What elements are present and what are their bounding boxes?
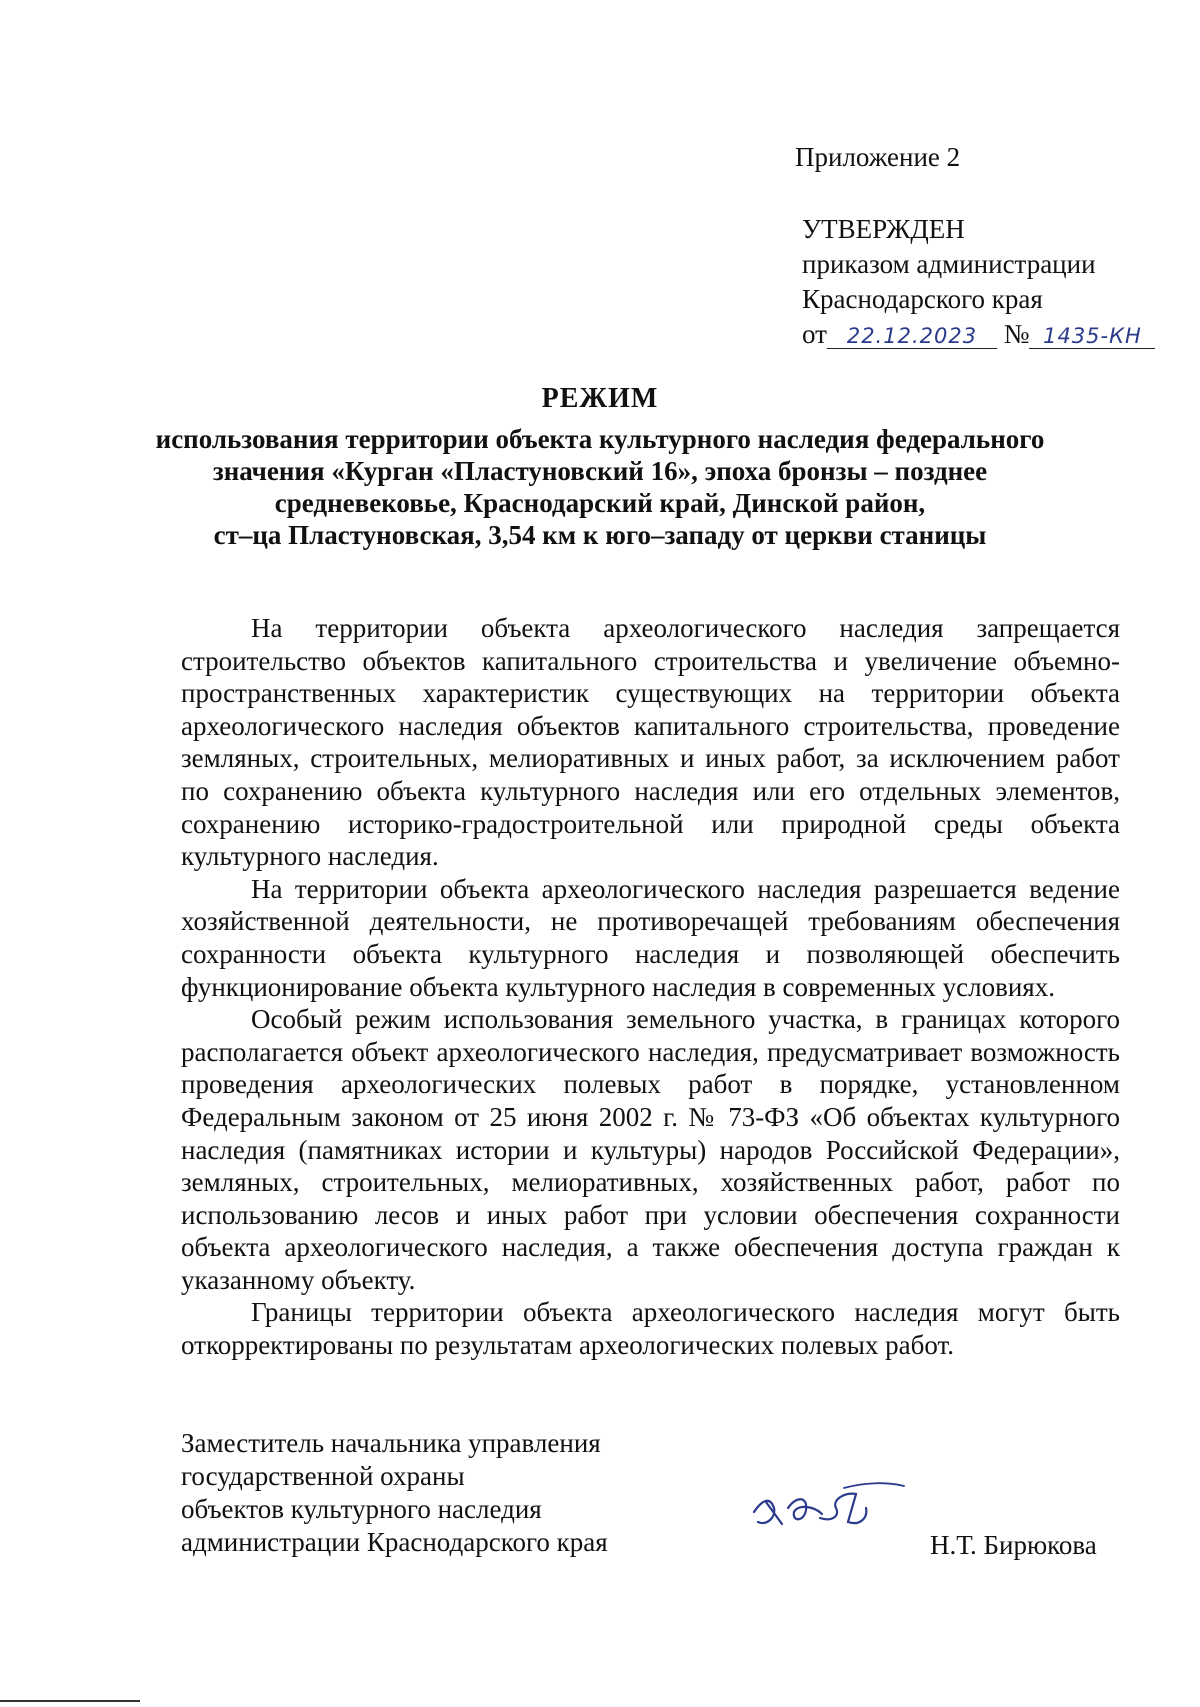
title-line-4: ст–ца Пластуновская, 3,54 км к юго–западу от церкви станицы: [213, 520, 987, 550]
approval-date-line: [802, 317, 1155, 352]
signer-name: Н.Т. Бирюкова: [930, 1530, 1097, 1560]
title-line-3: средневековье, Краснодарский край, Динской район,: [274, 488, 926, 518]
document-body: [181, 612, 1120, 1362]
handwritten-signature: [748, 1478, 908, 1538]
signer-position-line-1: Заместитель начальника управления: [181, 1428, 601, 1458]
signer-position-line-3: объектов культурного наследия: [181, 1494, 542, 1524]
title-line-2: значения «Курган «Пластуновский 16», эпоха бронзы – позднее: [212, 456, 988, 486]
appendix-label: Приложение 2: [795, 142, 961, 172]
approval-line-2: Краснодарского края: [802, 284, 1043, 314]
approval-status: УТВЕРЖДЕН: [802, 214, 965, 244]
date-prefix: от: [802, 319, 827, 349]
handwritten-number: 1435-КН: [1029, 324, 1155, 349]
signer-position: [181, 1427, 608, 1559]
signer-position-line-4: администрации Краснодарского края: [181, 1527, 608, 1557]
signer-position-line-2: государственной охраны: [181, 1461, 465, 1491]
handwritten-date: 22.12.2023: [827, 324, 997, 349]
title-line-1: использования территории объекта культурного наследия федерального: [155, 424, 1045, 454]
paragraph-special-regime: Особый режим использования земельного участка, в границах которого располагается объект археологического наследия, предусматривает возможность проведения археологических полевых работ в порядке, установленном Федеральным законом от 25 июня 2002 г. № 73-ФЗ «Об объектах культурного наследия (памятниках истории и культуры) народов Российской Федерации», земляных, строительных, мелиоративных, хозяйственных работ, работ по использованию лесов и иных работ при условии обеспечения сохранности объекта археологического наследия, а также обеспечения доступа граждан к указанному объекту.: [181, 1004, 1120, 1295]
paragraph-prohibitions: На территории объекта археологического наследия запрещается строительство объектов капитального строительства и увеличение объемно-пространственных характеристик существующих на территории объекта археологического наследия объектов капитального строительства, проведение земляных, строительных, мелиоративных и иных работ, за исключением работ по сохранению объекта культурного наследия или его отдельных элементов, сохранению историко-градостроительной или природной среды объекта культурного наследия.: [181, 613, 1120, 872]
scan-edge-line: [0, 1700, 140, 1702]
paragraph-permissions: На территории объекта археологического наследия разрешается ведение хозяйственной деятельности, не противоречащей требованиям обеспечения сохранности объекта культурного наследия и позволяющей обеспечить функционирование объекта культурного наследия в современных условиях.: [181, 873, 1120, 1002]
title-heading: РЕЖИМ: [541, 383, 659, 414]
number-prefix: №: [1003, 319, 1030, 349]
document-title: [60, 383, 1140, 551]
approval-line-1: приказом администрации: [802, 249, 1096, 279]
paragraph-boundaries: Границы территории объекта археологического наследия могут быть откорректированы по результатам археологических полевых работ.: [181, 1297, 1120, 1361]
approval-block: [802, 212, 1155, 352]
